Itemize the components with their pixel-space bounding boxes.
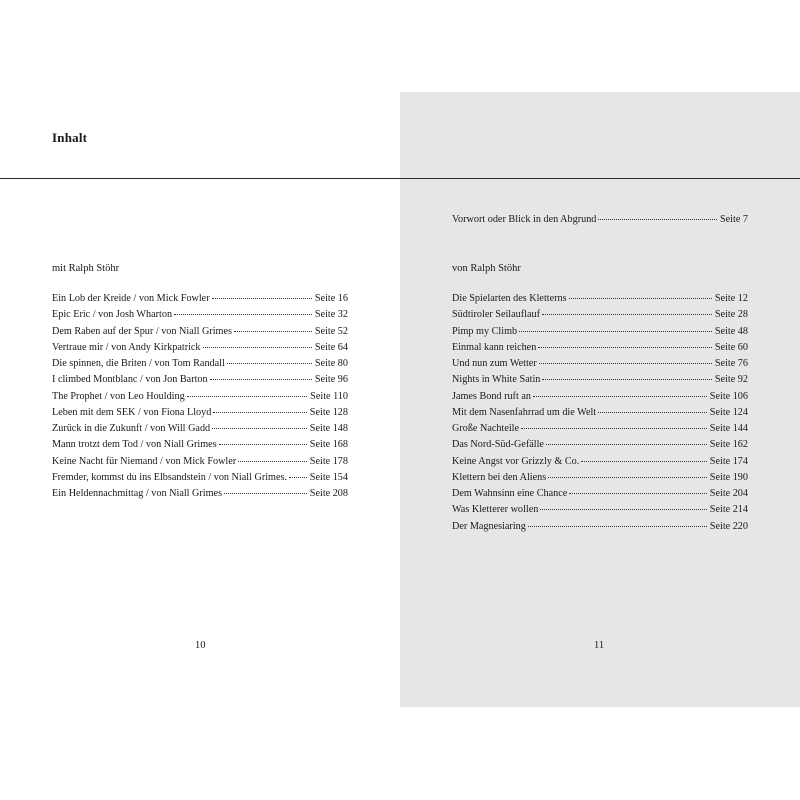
toc-entry-page: Seite 64 (314, 341, 348, 353)
toc-entry-title: Dem Wahnsinn eine Chance (452, 488, 568, 499)
leader-dots (581, 461, 706, 462)
toc-entry-title: Pimp my Climb (452, 325, 518, 337)
toc-entry-title: Leben mit dem SEK / von Fiona Lloyd (52, 406, 212, 418)
toc-entry (452, 358, 748, 374)
leader-dots (219, 444, 307, 445)
toc-entry-title: Die spinnen, die Briten / von Tom Randall (52, 358, 225, 369)
toc-entry (52, 374, 348, 390)
toc-entry-page: Seite 214 (709, 504, 748, 516)
toc-entry-title: Nights in White Satin (452, 374, 541, 386)
toc-entry-title: Mann trotzt dem Tod / von Niall Grimes (52, 439, 217, 451)
toc-entry-title: The Prophet / von Leo Houlding (52, 390, 185, 402)
toc-entry-title: Keine Nacht für Niemand / von Mick Fowler (52, 455, 237, 467)
toc-entry (452, 423, 748, 439)
toc-entry-page: Seite 204 (709, 488, 748, 499)
toc-entry-title: Epic Eric / von Josh Wharton (52, 309, 173, 321)
right-toc-list (452, 293, 748, 537)
toc-entry-title: Dem Raben auf der Spur / von Niall Grimes (52, 325, 232, 337)
toc-entry (452, 456, 748, 472)
toc-entry (452, 504, 748, 520)
toc-entry-page: Seite 12 (714, 293, 748, 304)
leader-dots (538, 347, 712, 348)
toc-entry (52, 293, 348, 309)
toc-entry-page: Seite 28 (714, 309, 748, 321)
toc-entry-page: Seite 220 (709, 520, 748, 532)
toc-entry-page: Seite 208 (309, 488, 348, 499)
toc-entry-page: Seite 144 (709, 423, 748, 434)
toc-entry (452, 407, 748, 423)
toc-entry (452, 293, 748, 309)
toc-entry-page: Seite 92 (714, 374, 748, 386)
toc-entry (452, 342, 748, 358)
toc-entry-title: Der Magnesiaring (452, 520, 526, 532)
toc-entry-title: Zurück in die Zukunft / von Will Gadd (52, 423, 211, 434)
preface-entry (452, 214, 748, 230)
toc-entry-page: Seite 48 (714, 325, 748, 337)
toc-entry (452, 488, 748, 504)
toc-entry-title: Große Nachteile (452, 423, 520, 434)
toc-entry-page: Seite 110 (310, 390, 348, 402)
leader-dots (521, 428, 707, 429)
toc-entry-page: Seite 168 (309, 439, 348, 451)
leader-dots (289, 477, 307, 478)
leader-dots (533, 396, 707, 397)
leader-dots (598, 412, 707, 413)
toc-entry-title: Das Nord-Süd-Gefälle (452, 439, 544, 451)
leader-dots (548, 477, 707, 478)
page-title: Inhalt (52, 130, 88, 145)
toc-entry (452, 374, 748, 390)
page-number-left: 10 (195, 640, 206, 651)
leader-dots (546, 444, 707, 445)
toc-entry-title: Mit dem Nasenfahrrad um die Welt (452, 406, 597, 418)
toc-entry-page: Seite 80 (314, 358, 348, 369)
toc-entry-title: Südtiroler Seilauflauf (452, 309, 540, 321)
toc-entry (52, 326, 348, 342)
toc-entry-page: Seite 148 (309, 423, 348, 434)
left-section-heading: mit Ralph Stöhr (52, 263, 120, 274)
toc-entry-page: Seite 178 (309, 455, 348, 467)
toc-entry-title: Klettern bei den Aliens (452, 471, 547, 483)
toc-entry-page: Seite 128 (309, 406, 348, 418)
toc-entry-page: Seite 96 (314, 374, 348, 386)
toc-entry (52, 391, 348, 407)
toc-entry-title: James Bond ruft an (452, 390, 531, 402)
leader-dots (212, 298, 312, 299)
leader-dots (224, 493, 307, 494)
leader-dots (212, 428, 307, 429)
leader-dots (227, 363, 312, 364)
toc-entry-title: Die Spielarten des Kletterns (452, 293, 567, 304)
toc-entry (52, 456, 348, 472)
leader-dots (210, 379, 312, 380)
toc-entry (452, 309, 748, 325)
toc-entry-page: Seite 52 (314, 325, 348, 337)
toc-entry-page: Seite 16 (314, 293, 348, 304)
toc-entry (52, 472, 348, 488)
toc-entry-title: Ein Lob der Kreide / von Mick Fowler (52, 293, 210, 304)
toc-entry-page: Seite 76 (714, 358, 748, 369)
leader-dots (542, 314, 712, 315)
toc-entry-title: Was Kletterer wollen (452, 504, 539, 516)
toc-entry-page: Seite 32 (314, 309, 348, 321)
toc-entry-title: I climbed Montblanc / von Jon Barton (52, 374, 208, 386)
leader-dots (540, 509, 706, 510)
toc-entry (452, 521, 748, 537)
toc-entry (452, 439, 748, 455)
leader-dots (174, 314, 312, 315)
toc-entry-page: Seite 7 (719, 214, 748, 225)
toc-entry-page: Seite 154 (309, 471, 348, 483)
toc-entry (452, 472, 748, 488)
toc-entry-page: Seite 124 (709, 406, 748, 418)
toc-entry-page: Seite 106 (709, 390, 748, 402)
leader-dots (569, 298, 712, 299)
toc-entry-title: Keine Angst vor Grizzly & Co. (452, 455, 580, 467)
toc-entry-page: Seite 174 (709, 455, 748, 467)
left-toc-list (52, 293, 348, 504)
leader-dots (213, 412, 306, 413)
leader-dots (203, 347, 312, 348)
leader-dots (238, 461, 307, 462)
leader-dots (528, 526, 707, 527)
toc-entry-title: Fremder, kommst du ins Elbsandstein / von Niall Grimes. (52, 471, 288, 483)
header-rule (0, 178, 800, 179)
leader-dots (542, 379, 712, 380)
toc-entry (52, 309, 348, 325)
toc-entry (52, 423, 348, 439)
toc-entry-title: Und nun zum Wetter (452, 358, 537, 369)
page-number-right: 11 (594, 640, 605, 651)
toc-entry (52, 407, 348, 423)
toc-entry (452, 326, 748, 342)
leader-dots (598, 219, 717, 220)
leader-dots (569, 493, 707, 494)
leader-dots (234, 331, 312, 332)
leader-dots (187, 396, 307, 397)
toc-entry (52, 439, 348, 455)
leader-dots (539, 363, 712, 364)
toc-entry (452, 391, 748, 407)
toc-entry-page: Seite 162 (709, 439, 748, 451)
toc-entry-page: Seite 60 (714, 341, 748, 353)
toc-entry-title: Ein Heldennachmittag / von Niall Grimes (52, 488, 223, 499)
toc-entry (52, 342, 348, 358)
toc-entry-title: Vertraue mir / von Andy Kirkpatrick (52, 341, 201, 353)
toc-entry (52, 488, 348, 504)
toc-entry (52, 358, 348, 374)
toc-entry-title: Vorwort oder Blick in den Abgrund (452, 214, 597, 225)
right-section-heading: von Ralph Stöhr (452, 263, 521, 274)
toc-entry-title: Einmal kann reichen (452, 341, 537, 353)
toc-entry-page: Seite 190 (709, 471, 748, 483)
leader-dots (519, 331, 712, 332)
